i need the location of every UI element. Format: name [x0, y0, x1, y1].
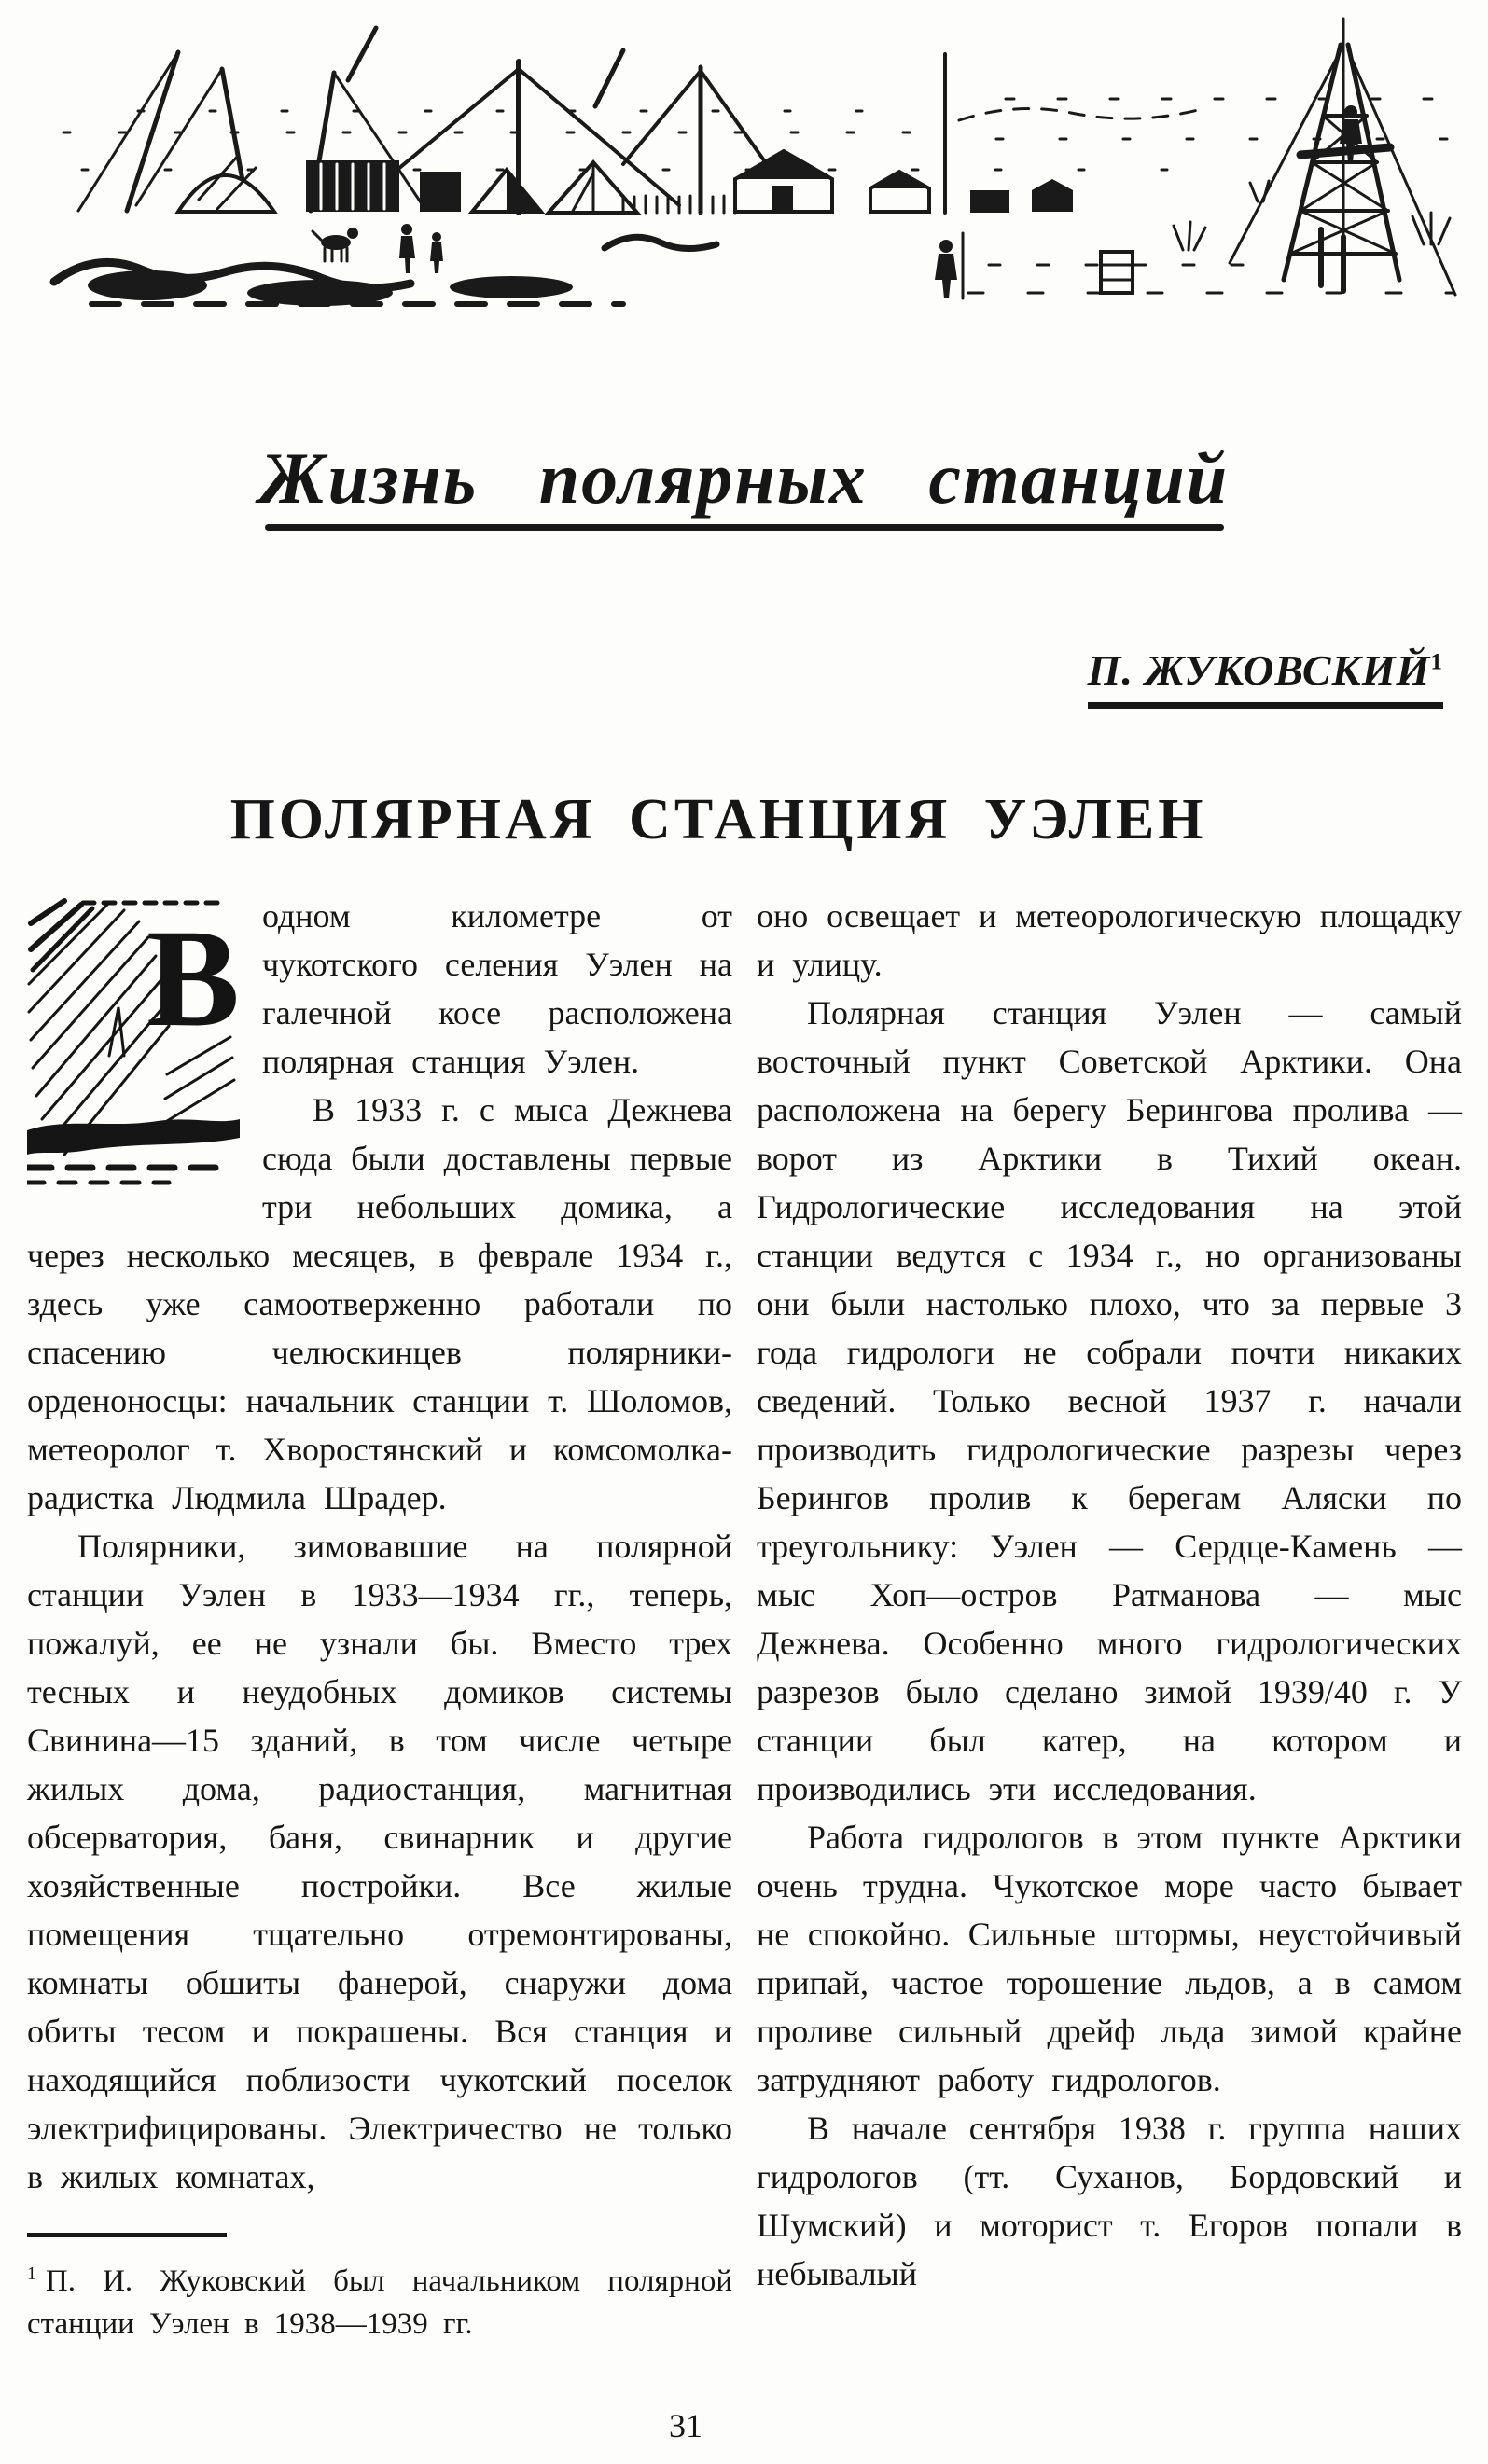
dog-figure	[313, 228, 358, 261]
dropcap-illustration	[27, 895, 240, 1205]
paragraph: оно освещает и метеорологическую площадку и улицу.	[757, 897, 1462, 983]
page-number: 31	[669, 2407, 702, 2444]
masthead	[0, 437, 1488, 531]
footnote-text	[27, 2252, 732, 2346]
footnote-mark: 1	[27, 2263, 36, 2284]
footnote	[27, 2233, 732, 2346]
paragraph: В начале сентября 1938 г. группа наших гидрологов (тт. Суханов, Бордовский и Шумский) и моторист т. Егоров попали в небывалый	[757, 2110, 1462, 2292]
barrel	[1101, 252, 1133, 293]
right-column	[757, 892, 1462, 2346]
paragraph: Полярная станция Уэлен — самый восточный пункт Советской Арктики. Она расположена на берегу Берингова пролива — ворот из Арктики в Тихий океан. Гидрологические исследования на этой станции ведутся с 1934 г., но организованы они были настолько плохо, что за первые 3 года гидрологи не собрали почти никаких сведений. Только весной 1937 г. начали производить гидрологические разрезы через Берингов пролив к берегам Аляски по треугольнику: Уэлен — Сердце-Камень — мыс Хоп—остров Ратманова — мыс Дежнева. Особенно много гидрологических разрезов было сделано зимой 1939/40 г. У станции был катер, на котором и производились эти исследования.	[757, 994, 1462, 1807]
polar-station-landscape-illustration	[26, 13, 1463, 310]
author-byline	[1088, 647, 1443, 709]
paragraph: одном километре от чукотского селения Уэлен на галечной косе расположена полярная станция Уэлен.	[262, 897, 732, 1080]
foreground-rocks	[54, 237, 716, 306]
masthead-rule	[265, 524, 1224, 531]
left-column	[27, 892, 732, 2346]
footnote-rule	[27, 2233, 227, 2237]
paragraph: Полярники, зимовавшие на полярной станции Уэлен в 1933—1934 гг., теперь, пожалуй, ее не узнали бы. Вместо трех тесных и неудобных домиков системы Свинина—15 зданий, в том числе четыре жилых дома, радиостанция, магнитная обсерватория, баня, свинарник и другие хозяйственные постройки. Все жилые помещения тщательно отремонтированы, комнаты обшиты фанерой, снаружи дома обиты тесом и покрашены. Вся станция и находящийся поблизости чукотский поселок электрифицированы. Электричество не только в жилых комнатах,	[27, 1528, 732, 2195]
paragraph: Работа гидрологов в этом пункте Арктики очень трудна. Чукотское море часто бывает не спокойно. Сильные штормы, неустойчивый припай, частое торошение льдов, а в самом проливе сильный дрейф льда зимой крайне затрудняют работу гидрологов.	[757, 1819, 1462, 2098]
author-name: П. ЖУКОВСКИЙ	[1087, 646, 1431, 694]
masthead-title: Жизнь полярных станций	[258, 437, 1230, 519]
dropcap-letter: В	[146, 901, 240, 1056]
article-title: ПОЛЯРНАЯ СТАНЦИЯ УЭЛЕН	[229, 788, 1207, 851]
paragraph: В 1933 г. с мыса Дежнева сюда были доставлены первые три небольших домика, а через несколько месяцев, в феврале 1934 г., здесь уже самоотверженно работали по спасению челюскинцев полярники-орденоносцы: начальник станции т. Шоломов, метеоролог т. Хворостянский и комсомолка-радистка Людмила Шрадер.	[27, 1091, 732, 1516]
article-body	[27, 892, 1462, 2346]
fence	[623, 196, 735, 213]
author-footnote-mark: 1	[1430, 648, 1443, 675]
lattice-tower	[1230, 19, 1455, 295]
landscape-sketch-svg	[26, 13, 1463, 310]
grass-tufts	[940, 181, 1453, 293]
footnote-body: П. И. Жуковский был начальником полярной станции Уэлен в 1938—1939 гг.	[27, 2264, 732, 2341]
author-underline	[1088, 647, 1443, 709]
